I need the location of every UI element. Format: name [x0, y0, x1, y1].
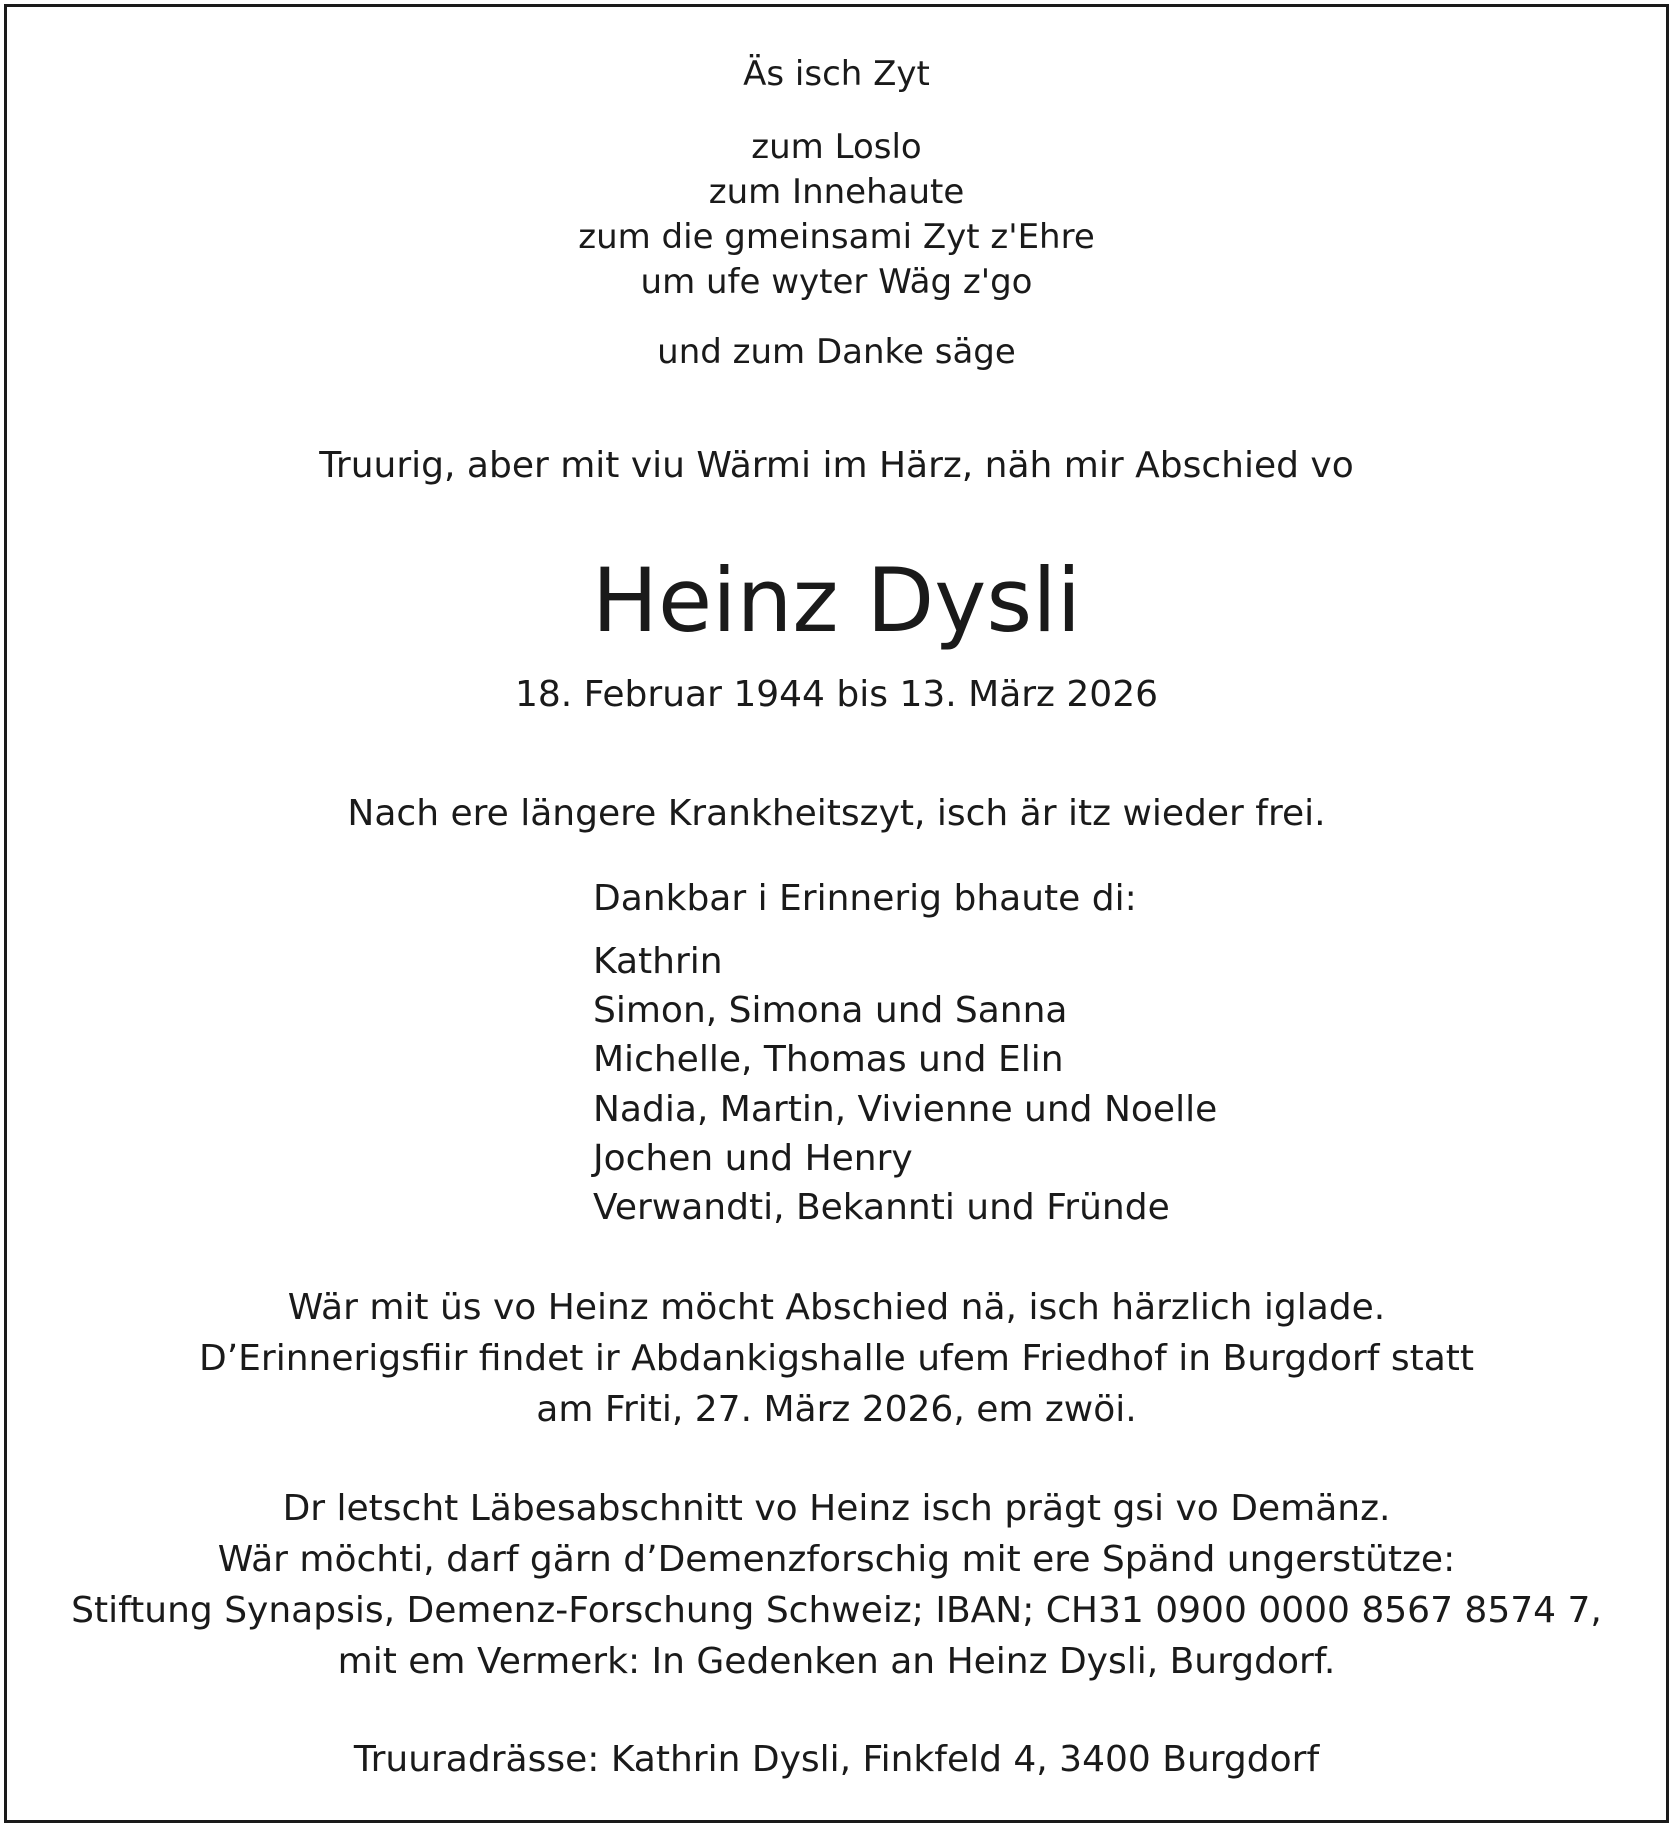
poem-line-4: zum die gmeinsami Zyt z'Ehre	[578, 217, 1095, 257]
mourner-name: Michelle, Thomas und Elin	[593, 1039, 1064, 1080]
donation-line-1: Dr letscht Läbesabschnitt vo Heinz isch prägt gsi vo Demänz.	[282, 1488, 1391, 1529]
poem-line-2: zum Loslo	[751, 127, 922, 167]
deceased-name: Heinz Dysli	[591, 549, 1082, 652]
poem-line-3: zum Innehaute	[708, 172, 965, 212]
mourner-name: Simon, Simona und Sanna	[593, 990, 1068, 1031]
poem-line-5: um ufe wyter Wäg z'go	[640, 262, 1033, 302]
life-dates: 18. Februar 1944 bis 13. März 2026	[514, 674, 1159, 715]
donation-line-2: Wär möchti, darf gärn d’Demenzforschig mit ere Spänd ungerstütze:	[217, 1539, 1456, 1580]
mourner-name: Kathrin	[593, 941, 723, 982]
donation-line-4: mit em Vermerk: In Gedenken an Heinz Dysli, Burgdorf.	[337, 1641, 1336, 1682]
obituary-notice	[4, 4, 1669, 1823]
mourner-name: Verwandti, Bekannti und Fründe	[593, 1187, 1170, 1228]
statement-text: Nach ere längere Krankheitszyt, isch är itz wieder frei.	[347, 793, 1326, 834]
ceremony-line-2: D’Erinnerigsfiir findet ir Abdankigshalle ufem Friedhof in Burgdorf statt	[198, 1338, 1474, 1379]
intro-text: Truurig, aber mit viu Wärmi im Härz, näh mir Abschied vo	[319, 445, 1354, 486]
mourner-name: Jochen und Henry	[593, 1138, 913, 1179]
donation-line-3: Stiftung Synapsis, Demenz-Forschung Schweiz; IBAN; CH31 0900 0000 8567 8574 7,	[71, 1590, 1602, 1631]
poem-line-6: und zum Danke säge	[657, 332, 1016, 372]
ceremony-line-1: Wär mit üs vo Heinz möcht Abschied nä, isch härzlich iglade.	[287, 1287, 1386, 1328]
mourners-heading: Dankbar i Erinnerig bhaute di:	[593, 878, 1137, 919]
mourning-address: Truuradrässe: Kathrin Dysli, Finkfeld 4, 3400 Burgdorf	[353, 1739, 1320, 1780]
poem-line-1: Äs isch Zyt	[743, 54, 930, 94]
mourner-name: Nadia, Martin, Vivienne und Noelle	[593, 1089, 1218, 1130]
ceremony-line-3: am Friti, 27. März 2026, em zwöi.	[536, 1389, 1137, 1430]
